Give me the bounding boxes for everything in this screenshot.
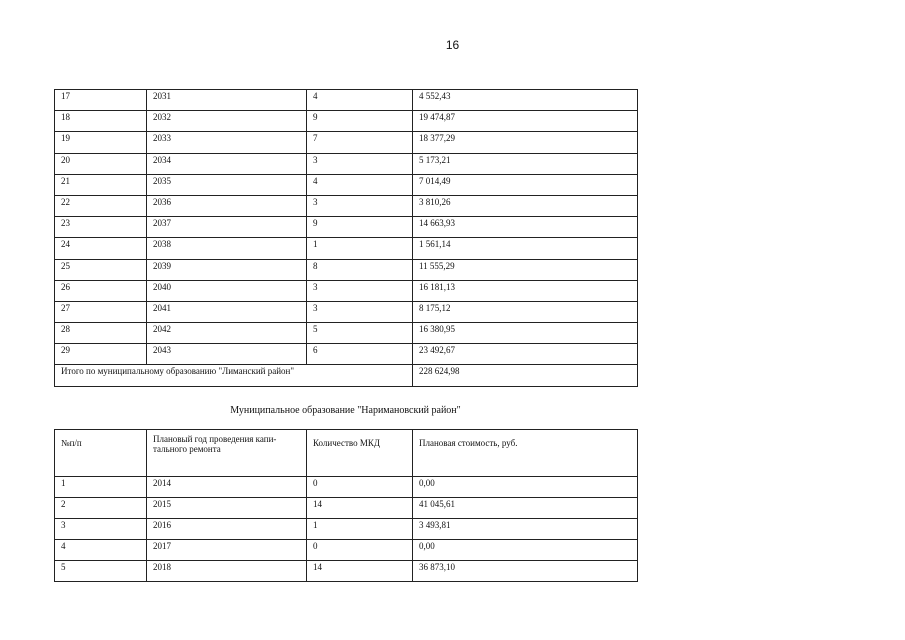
- limansky-district-table: [54, 89, 638, 387]
- mkd-count-cell: 9: [307, 217, 413, 238]
- mkd-count-cell: 0: [307, 540, 413, 561]
- row-number-cell: 19: [55, 132, 147, 153]
- year-cell: 2033: [147, 132, 307, 153]
- year-cell: 2014: [147, 477, 307, 498]
- column-header-cost: Плановая стоимость, руб.: [413, 430, 638, 477]
- row-number-cell: 26: [55, 280, 147, 301]
- row-number-cell: 20: [55, 153, 147, 174]
- mkd-count-cell: 1: [307, 238, 413, 259]
- total-row: [55, 365, 638, 386]
- mkd-count-cell: 3: [307, 301, 413, 322]
- row-number-cell: 18: [55, 111, 147, 132]
- row-number-cell: 21: [55, 174, 147, 195]
- cost-cell: 3 810,26: [413, 195, 638, 216]
- column-header-number: №п/п: [55, 430, 147, 477]
- row-number-cell: 25: [55, 259, 147, 280]
- cost-cell: 11 555,29: [413, 259, 638, 280]
- cost-cell: 4 552,43: [413, 90, 638, 111]
- mkd-count-cell: 6: [307, 344, 413, 365]
- section-title: Муниципальное образование "Наримановский район": [230, 405, 461, 416]
- row-number-cell: 2: [55, 498, 147, 519]
- row-number-cell: 22: [55, 195, 147, 216]
- year-cell: 2016: [147, 519, 307, 540]
- table-row: [55, 561, 638, 582]
- year-cell: 2034: [147, 153, 307, 174]
- column-header-year: Плановый год проведения капи-тального ремонта: [147, 430, 307, 477]
- row-number-cell: 1: [55, 477, 147, 498]
- mkd-count-cell: 3: [307, 280, 413, 301]
- table-row: [55, 280, 638, 301]
- row-number-cell: 29: [55, 344, 147, 365]
- year-cell: 2018: [147, 561, 307, 582]
- year-cell: 2031: [147, 90, 307, 111]
- table-row: [55, 301, 638, 322]
- mkd-count-cell: 3: [307, 195, 413, 216]
- mkd-count-cell: 3: [307, 153, 413, 174]
- mkd-count-cell: 4: [307, 174, 413, 195]
- table-row: [55, 111, 638, 132]
- year-cell: 2042: [147, 323, 307, 344]
- cost-cell: 19 474,87: [413, 111, 638, 132]
- row-number-cell: 5: [55, 561, 147, 582]
- cost-cell: 36 873,10: [413, 561, 638, 582]
- row-number-cell: 24: [55, 238, 147, 259]
- table-row: [55, 498, 638, 519]
- year-cell: 2036: [147, 195, 307, 216]
- year-cell: 2032: [147, 111, 307, 132]
- total-label: Итого по муниципальному образованию "Лиманский район": [55, 365, 413, 386]
- table-row: [55, 174, 638, 195]
- cost-cell: 1 561,14: [413, 238, 638, 259]
- row-number-cell: 27: [55, 301, 147, 322]
- mkd-count-cell: 14: [307, 498, 413, 519]
- table-row: [55, 132, 638, 153]
- mkd-count-cell: 1: [307, 519, 413, 540]
- table-row: [55, 477, 638, 498]
- cost-cell: 16 380,95: [413, 323, 638, 344]
- table-row: [55, 323, 638, 344]
- cost-cell: 8 175,12: [413, 301, 638, 322]
- table-row: [55, 238, 638, 259]
- mkd-count-cell: 5: [307, 323, 413, 344]
- mkd-count-cell: 0: [307, 477, 413, 498]
- column-header-mkd-count: Количество МКД: [307, 430, 413, 477]
- table-row: [55, 153, 638, 174]
- year-cell: 2040: [147, 280, 307, 301]
- cost-cell: 16 181,13: [413, 280, 638, 301]
- table-row: [55, 259, 638, 280]
- row-number-cell: 4: [55, 540, 147, 561]
- row-number-cell: 23: [55, 217, 147, 238]
- year-cell: 2043: [147, 344, 307, 365]
- cost-cell: 0,00: [413, 477, 638, 498]
- table-header-row: [55, 430, 638, 477]
- table-row: [55, 195, 638, 216]
- cost-cell: 7 014,49: [413, 174, 638, 195]
- table-row: [55, 90, 638, 111]
- cost-cell: 23 492,67: [413, 344, 638, 365]
- year-cell: 2041: [147, 301, 307, 322]
- cost-cell: 0,00: [413, 540, 638, 561]
- year-cell: 2035: [147, 174, 307, 195]
- narimanovsky-district-table: [54, 429, 638, 582]
- table-row: [55, 540, 638, 561]
- mkd-count-cell: 14: [307, 561, 413, 582]
- cost-cell: 3 493,81: [413, 519, 638, 540]
- mkd-count-cell: 9: [307, 111, 413, 132]
- table-row: [55, 344, 638, 365]
- row-number-cell: 17: [55, 90, 147, 111]
- year-cell: 2039: [147, 259, 307, 280]
- total-value: 228 624,98: [413, 365, 638, 386]
- mkd-count-cell: 8: [307, 259, 413, 280]
- page-number: 16: [445, 38, 460, 52]
- year-cell: 2037: [147, 217, 307, 238]
- table-row: [55, 217, 638, 238]
- table-row: [55, 519, 638, 540]
- cost-cell: 41 045,61: [413, 498, 638, 519]
- cost-cell: 5 173,21: [413, 153, 638, 174]
- mkd-count-cell: 4: [307, 90, 413, 111]
- row-number-cell: 3: [55, 519, 147, 540]
- row-number-cell: 28: [55, 323, 147, 344]
- year-cell: 2015: [147, 498, 307, 519]
- year-cell: 2017: [147, 540, 307, 561]
- cost-cell: 18 377,29: [413, 132, 638, 153]
- mkd-count-cell: 7: [307, 132, 413, 153]
- cost-cell: 14 663,93: [413, 217, 638, 238]
- year-cell: 2038: [147, 238, 307, 259]
